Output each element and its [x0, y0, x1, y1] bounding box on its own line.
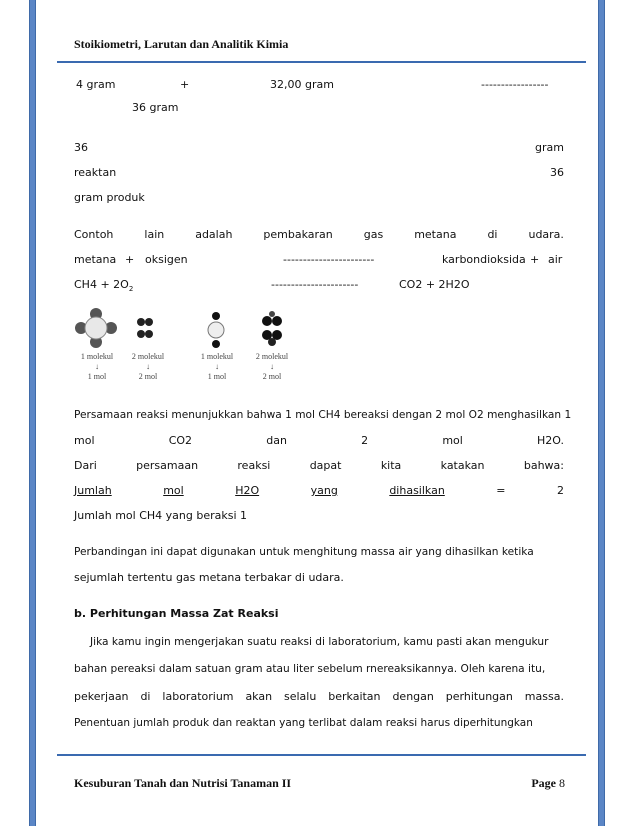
reaction-arrow: -----------------	[481, 78, 549, 91]
down-arrow-icon: ↓	[146, 362, 150, 371]
text-line	[74, 434, 564, 447]
left-border-bar	[29, 0, 36, 826]
word: udara.	[528, 228, 564, 241]
word: 36	[550, 166, 564, 179]
reaction-arrow: ----------------------	[271, 278, 359, 291]
word: 2	[556, 484, 564, 497]
word: dihasilkan	[389, 484, 445, 497]
mass-oxygen: 32,00 gram	[270, 78, 334, 91]
down-arrow-icon: ↓	[95, 362, 99, 371]
text-line	[74, 166, 564, 179]
word: yang	[310, 484, 338, 497]
text-line: Jika kamu ingin mengerjakan suatu reaksi di laboratorium, kamu pasti akan mengukur	[90, 636, 549, 648]
word: selalu	[284, 690, 317, 703]
word: laboratorium	[162, 690, 234, 703]
word: persamaan	[136, 459, 199, 472]
word: reaksi	[237, 459, 271, 472]
word: gram	[535, 141, 564, 154]
word: pekerjaan	[74, 690, 129, 703]
text-line	[74, 141, 564, 154]
text-line: gram produk	[74, 191, 145, 204]
word: massa.	[524, 690, 564, 703]
text-line: sejumlah tertentu gas metana terbakar di udara.	[74, 571, 344, 584]
reactant-oxygen: oksigen	[145, 253, 188, 266]
molecule-label	[250, 352, 294, 382]
product-water: air	[548, 253, 563, 266]
word: lain	[144, 228, 165, 241]
word: CO2	[168, 434, 193, 447]
plus-sign: +	[530, 253, 540, 266]
mass-hydrogen: 4 gram	[76, 78, 116, 91]
word: dan	[266, 434, 287, 447]
header-rule	[57, 61, 586, 63]
molecule-count: 2 molekul	[255, 352, 289, 361]
word: metana	[414, 228, 457, 241]
word: pembakaran	[263, 228, 333, 241]
word: mol	[163, 484, 184, 497]
word: 2	[361, 434, 369, 447]
mol-count: 1 mol	[87, 372, 107, 381]
text-line	[74, 459, 564, 472]
fraction-line	[74, 484, 564, 497]
header-title: Stoikiometri, Larutan dan Analitik Kimia	[74, 37, 289, 51]
mass-product: 36 gram	[132, 101, 179, 114]
mol-count: 1 mol	[207, 372, 227, 381]
molecule-label	[126, 352, 170, 382]
word: gas	[363, 228, 384, 241]
molecule-label	[195, 352, 239, 382]
word: berkaitan	[328, 690, 381, 703]
page-number-value: 8	[559, 776, 565, 790]
mol-count: 2 mol	[138, 372, 158, 381]
equation-left-text: CH4 + 2O	[74, 278, 129, 291]
footer-rule	[57, 754, 586, 756]
word: H2O.	[537, 434, 564, 447]
reaction-arrow: -----------------------	[283, 253, 375, 266]
word: Contoh	[74, 228, 114, 241]
text-line	[74, 690, 564, 703]
molecule-label	[75, 352, 119, 382]
methane-molecule-icon	[75, 308, 117, 348]
word: katakan	[440, 459, 485, 472]
word: mol	[74, 434, 95, 447]
molecule-illustration	[74, 308, 304, 350]
word: reaktan	[74, 166, 117, 179]
water-molecules-icon	[262, 311, 282, 346]
equation-right: CO2 + 2H2O	[399, 278, 470, 291]
word: =	[496, 484, 506, 497]
subscript: 2	[128, 285, 134, 294]
down-arrow-icon: ↓	[270, 362, 274, 371]
plus-sign: +	[125, 253, 135, 266]
word: akan	[245, 690, 273, 703]
product-co2: karbondioksida	[442, 253, 526, 266]
word: bahwa:	[523, 459, 564, 472]
reactant-methane: metana	[74, 253, 117, 266]
oxygen-molecules-icon	[137, 318, 153, 338]
plus-sign: +	[180, 78, 190, 91]
text-line: Perbandingan ini dapat digunakan untuk menghitung massa air yang dihasilkan ketika	[74, 546, 534, 558]
text-line	[74, 228, 564, 241]
word: Jumlah	[74, 484, 112, 497]
text-line: Penentuan jumlah produk dan reaktan yang terlibat dalam reaksi harus diperhitungkan	[74, 717, 533, 729]
word: mol	[442, 434, 463, 447]
word: perhitungan	[445, 690, 513, 703]
right-border-bar	[598, 0, 605, 826]
molecule-count: 2 molekul	[131, 352, 165, 361]
down-arrow-icon: ↓	[215, 362, 219, 371]
page-number	[531, 776, 565, 791]
word: kita	[380, 459, 402, 472]
page-label: Page	[531, 776, 556, 790]
text-line: Jumlah mol CH4 yang beraksi 1	[74, 509, 248, 522]
mol-count: 2 mol	[262, 372, 282, 381]
molecule-count: 1 molekul	[200, 352, 234, 361]
word: 36	[74, 141, 88, 154]
word: dapat	[309, 459, 342, 472]
text-line: bahan pereaksi dalam satuan gram atau liter sebelum rnereaksikannya. Oleh karena itu,	[74, 663, 546, 675]
word: dengan	[392, 690, 434, 703]
equation-left	[74, 278, 133, 293]
word: adalah	[195, 228, 233, 241]
section-heading: b. Perhitungan Massa Zat Reaksi	[74, 607, 279, 620]
carbon-dioxide-molecule-icon	[208, 312, 224, 348]
word: di	[487, 228, 498, 241]
word: Dari	[74, 459, 97, 472]
word: H2O	[235, 484, 260, 497]
text-line: Persamaan reaksi menunjukkan bahwa 1 mol CH4 bereaksi dengan 2 mol O2 menghasilkan 1	[74, 409, 572, 421]
molecule-count: 1 molekul	[80, 352, 114, 361]
word: di	[140, 690, 151, 703]
footer-title: Kesuburan Tanah dan Nutrisi Tanaman II	[74, 776, 292, 790]
